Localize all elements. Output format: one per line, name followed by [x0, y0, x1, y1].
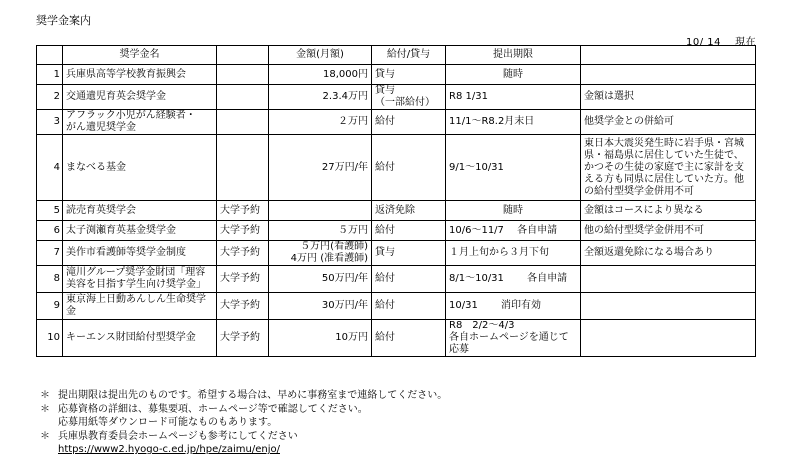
cell-name: 交通遺児育英会奨学金	[63, 85, 217, 110]
cell-no: 1	[37, 65, 63, 85]
cell-type: 貸与	[372, 241, 446, 266]
cell-note	[581, 293, 756, 320]
page-title: 奨学金案内	[36, 14, 91, 27]
note-4: ＊ 兵庫県教育委員会ホームページも参考にしてください	[40, 430, 298, 442]
cell-no: 7	[37, 241, 63, 266]
cell-condition	[217, 65, 269, 85]
cell-amount: 10万円	[269, 320, 372, 357]
cell-no: 8	[37, 266, 63, 293]
cell-name: 読売育英奨学会	[63, 201, 217, 221]
cell-condition: 大学予約	[217, 266, 269, 293]
cell-condition	[217, 110, 269, 135]
cell-no: 3	[37, 110, 63, 135]
cell-deadline: 9/1～10/31	[446, 135, 581, 201]
cell-no: 10	[37, 320, 63, 357]
cell-amount: ５万円	[269, 221, 372, 241]
table-row	[37, 65, 756, 85]
cell-no: 5	[37, 201, 63, 221]
cell-deadline: R8 2/2～4/3 各自ホームページを通じて応募	[446, 320, 581, 357]
cell-note: 全額返還免除になる場合あり	[581, 241, 756, 266]
header-no	[37, 46, 63, 65]
header-note	[581, 46, 756, 65]
cell-deadline: 10/31 消印有効	[446, 293, 581, 320]
cell-type: 給付	[372, 110, 446, 135]
table-row	[37, 221, 756, 241]
table-row	[37, 110, 756, 135]
cell-deadline: 随時	[446, 201, 581, 221]
cell-type: 給付	[372, 320, 446, 357]
cell-condition	[217, 85, 269, 110]
cell-deadline: １月上旬から３月下旬	[446, 241, 581, 266]
cell-condition: 大学予約	[217, 221, 269, 241]
cell-amount: ２万円	[269, 110, 372, 135]
header-type: 給付/貸与	[372, 46, 446, 65]
cell-name: アフラック小児がん経験者・ がん遺児奨学金	[63, 110, 217, 135]
cell-condition: 大学予約	[217, 320, 269, 357]
cell-name: 東京海上日動あんしん生命奨学 金	[63, 293, 217, 320]
cell-type: 給付	[372, 293, 446, 320]
cell-no: 4	[37, 135, 63, 201]
cell-no: 2	[37, 85, 63, 110]
cell-deadline: R8 1/31	[446, 85, 581, 110]
cell-type: 給付	[372, 221, 446, 241]
table-row	[37, 135, 756, 201]
cell-amount: ５万円(看護師) 4万円 (准看護師)	[269, 241, 372, 266]
table-row	[37, 85, 756, 110]
cell-condition: 大学予約	[217, 241, 269, 266]
cell-deadline: 11/1～R8.2月末日	[446, 110, 581, 135]
cell-type: 貸与	[372, 65, 446, 85]
cell-deadline: 8/1～10/31 各自申請	[446, 266, 581, 293]
cell-name: 太子渕瀬育英基金奨学金	[63, 221, 217, 241]
note-3: 応募用紙等ダウンロード可能なものもあります。	[58, 417, 278, 428]
cell-condition: 大学予約	[217, 293, 269, 320]
cell-type: 給付	[372, 135, 446, 201]
cell-condition: 大学予約	[217, 201, 269, 221]
scholarship-table	[36, 45, 756, 357]
cell-name: 兵庫県高等学校教育振興会	[63, 65, 217, 85]
header-name: 奨学金名	[63, 46, 217, 65]
header-deadline: 提出期限	[446, 46, 581, 65]
cell-type: 返済免除	[372, 201, 446, 221]
header-condition	[217, 46, 269, 65]
header-amount: 金額(月額)	[269, 46, 372, 65]
cell-name: 美作市看護師等奨学金制度	[63, 241, 217, 266]
table-row	[37, 293, 756, 320]
cell-note: 東日本大震災発生時に岩手県・宮城県・福島県に居住していた生徒で、かつその生徒の家庭で主に家計を支える方も同県に居住していた方。他の給付型奨学金併用不可	[581, 135, 756, 201]
cell-deadline: 10/6～11/7 各自申請	[446, 221, 581, 241]
table-header-row	[37, 46, 756, 65]
cell-type: 貸与 （一部給付）	[372, 85, 446, 110]
cell-note: 金額は選択	[581, 85, 756, 110]
cell-note	[581, 65, 756, 85]
cell-name: 滝川グループ奨学金財団「理容 美容を目指す学生向け奨学金」	[63, 266, 217, 293]
cell-amount: 50万円/年	[269, 266, 372, 293]
cell-note	[581, 266, 756, 293]
cell-amount: 27万円/年	[269, 135, 372, 201]
cell-note: 金額はコースにより異なる	[581, 201, 756, 221]
cell-name: まなべる基金	[63, 135, 217, 201]
cell-amount: 18,000円	[269, 65, 372, 85]
note-link	[40, 443, 447, 457]
table-row	[37, 241, 756, 266]
table-row	[37, 266, 756, 293]
cell-type: 給付	[372, 266, 446, 293]
note-2: ＊ 応募資格の詳細は、募集要項、ホームページ等で確認してください。	[40, 403, 368, 415]
date-label: 10/ 14 現在	[686, 37, 757, 48]
cell-amount: 2.3.4万円	[269, 85, 372, 110]
cell-amount: 30万円/年	[269, 293, 372, 320]
hyogo-link[interactable]: https://www2.hyogo-c.ed.jp/hpe/zaimu/enjo/	[58, 444, 280, 455]
cell-name: キーエンス財団給付型奨学金	[63, 320, 217, 357]
notes-section	[40, 389, 447, 457]
table-row	[37, 320, 756, 357]
cell-note: 他奨学金との併給可	[581, 110, 756, 135]
cell-no: 6	[37, 221, 63, 241]
cell-condition	[217, 135, 269, 201]
cell-note	[581, 320, 756, 357]
cell-note: 他の給付型奨学金併用不可	[581, 221, 756, 241]
cell-amount	[269, 201, 372, 221]
table-row	[37, 201, 756, 221]
cell-no: 9	[37, 293, 63, 320]
cell-deadline: 随時	[446, 65, 581, 85]
note-1: ＊ 提出期限は提出先のものです。希望する場合は、早めに事務室まで連絡してください。	[40, 390, 448, 401]
